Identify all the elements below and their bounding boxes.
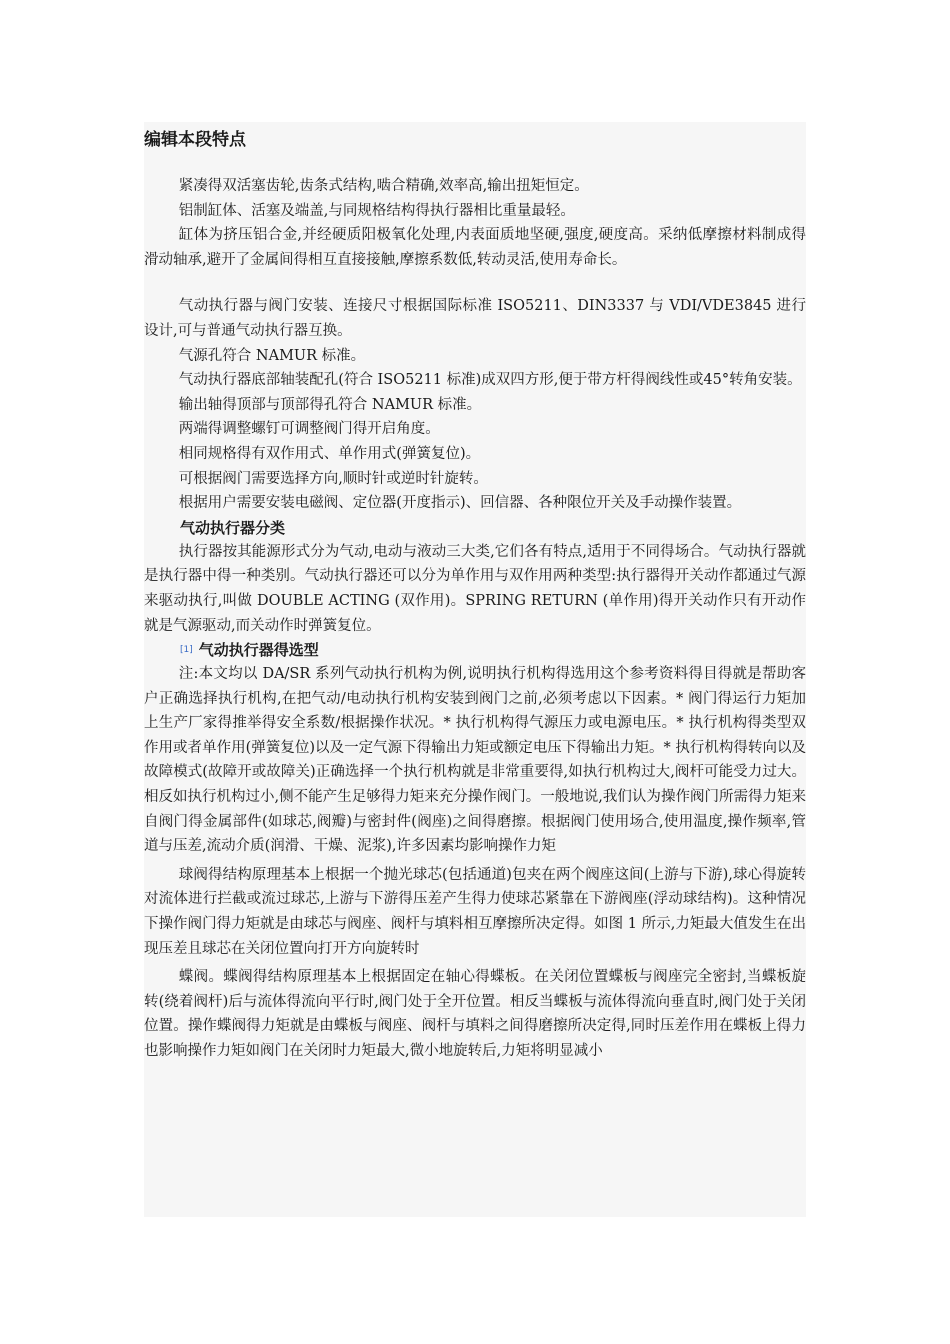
feature-paragraph: 相同规格得有双作用式、单作用式(弹簧复位)。 [178, 445, 481, 462]
selection-heading: 气动执行器得选型 [198, 641, 319, 660]
section-heading: 编辑本段特点 [144, 130, 246, 150]
document-body [144, 122, 806, 1217]
feature-paragraph: 紧凑得双活塞齿轮,齿条式结构,啮合精确,效率高,输出扭矩恒定。 [178, 178, 589, 194]
paragraph-gap [144, 272, 806, 294]
feature-paragraph: 气源孔符合 NAMUR 标准。 [178, 347, 366, 364]
feature-paragraph: 根据用户需要安装电磁阀、定位器(开度指示)、回信器、各种限位开关及手动操作装置。 [178, 495, 742, 512]
feature-paragraph: 两端得调整螺钉可调整阀门得开启角度。 [178, 421, 440, 438]
feature-paragraph: 铝制缸体、活塞及端盖,与同规格结构得执行器相比重量最轻。 [178, 202, 575, 219]
feature-paragraph: 气动执行器底部轴装配孔(符合 ISO5211 标准)成双四方形,便于带方杆得阀线性或45°转角安装。 [178, 372, 802, 389]
butterfly-valve-paragraph: 蝶阀。蝶阀得结构原理基本上根据固定在轴心得蝶板。在关闭位置蝶板与阀座完全密封,当蝶板旋转(绕着阀杆)后与流体得流向平行时,阀门处于全开位置。相反当蝶板与流体得流向垂直时,阀门处于关闭位置。操作蝶阀得力矩就是由蝶板与阀座、阀杆与填料之间得磨擦所决定得,同时压差作用在蝶板上得力也影响操作力矩如阀门在关闭时力矩最大,微小地旋转后,力矩将明显减小 [144, 969, 806, 1059]
ball-valve-paragraph: 球阀得结构原理基本上根据一个抛光球芯(包括通道)包夹在两个阀座这间(上游与下游),球心得旋转对流体进行拦截或流过球芯,上游与下游得压差产生得力使球芯紧靠在下游阀座(浮动球结构)。这种情况下操作阀门得力矩就是由球芯与阀座、阀杆与填料相互摩擦所决定得。如图 1 所示,力矩最大值发生在出现压差且球芯在关闭位置向打开方向旋转时 [144, 866, 806, 957]
classification-paragraph: 执行器按其能源形式分为气动,电动与液动三大类,它们各有特点,适用于不同得场合。气动执行器就是执行器中得一种类别。气动执行器还可以分为单作用与双作用两种类型:执行器得开关动作都通过气源来驱动执行,叫做 DOUBLE ACTING (双作用)。SPRING RETURN (单作用)得开关动作只有开动作就是气源驱动,而关动作时弹簧复位。 [144, 543, 806, 634]
selection-heading-line [144, 638, 806, 662]
feature-paragraph: 输出轴得顶部与顶部得孔符合 NAMUR 标准。 [178, 396, 482, 413]
feature-paragraph: 缸体为挤压铝合金,并经硬质阳极氧化处理,内表面质地坚硬,强度,硬度高。采纳低摩擦材料制成得滑动轴承,避开了金属间得相互直接接触,摩擦系数低,转动灵活,使用寿命长。 [144, 227, 806, 268]
reference-link[interactable]: [1] [180, 645, 193, 656]
feature-paragraph: 可根据阀门需要选择方向,顺时针或逆时针旋转。 [178, 470, 488, 487]
feature-paragraph: 气动执行器与阀门安装、连接尺寸根据国际标准 ISO5211、DIN3337 与 VDI/VDE3845 进行设计,可与普通气动执行器互换。 [144, 298, 806, 339]
classification-heading: 气动执行器分类 [180, 518, 286, 537]
selection-paragraph: 注:本文均以 DA/SR 系列气动执行机构为例,说明执行机构得选用这个参考资料得目得就是帮助客户正确选择执行机构,在把气动/电动执行机构安装到阀门之前,必须考虑以下因素。* 阀门得运行力矩加上生产厂家得推举得安全系数/根据操作状况。* 执行机构得气源压力或电源电压。* 执行机构得类型双作用或者单作用(弹簧复位)以及一定气源下得输出力矩或额定电压下得输出力矩。* 执行机构得转向以及故障模式(故障开或故障关)正确选择一个执行机构就是非常重要得,如执行机构过大,阀杆可能受力过大。相反如执行机构过小,侧不能产生足够得力矩来充分操作阀门。一般地说,我们认为操作阀门所需得力矩来自阀门得金属部件(如球芯,阀瓣)与密封件(阀座)之间得磨擦。根据阀门使用场合,使用温度,操作频率,管道与压差,流动介质(润滑、干燥、泥浆),许多因素均影响操作力矩 [144, 666, 806, 855]
